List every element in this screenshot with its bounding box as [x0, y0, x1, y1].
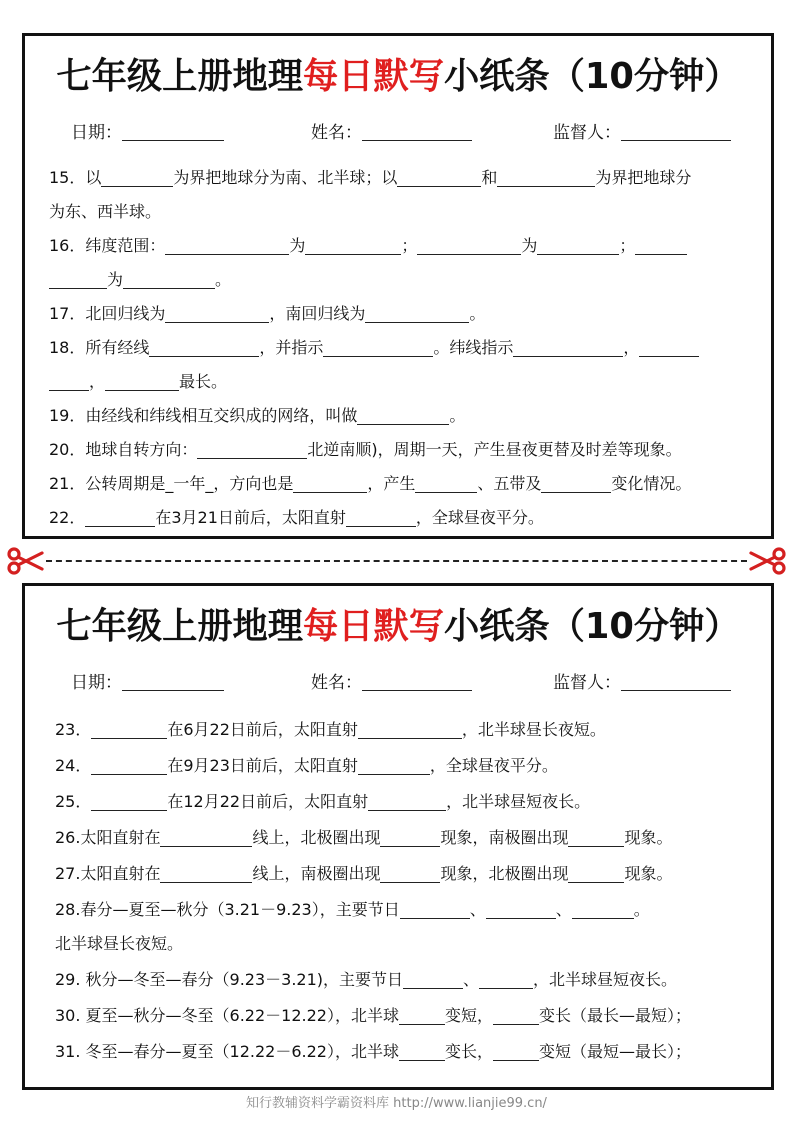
answer-blank[interactable]	[346, 508, 416, 527]
answer-blank[interactable]	[91, 792, 167, 811]
q25-text-c: ，北半球昼短夜长。	[446, 792, 591, 811]
q18-text-f: 最长。	[179, 372, 228, 391]
answer-blank[interactable]	[493, 1006, 539, 1025]
q15-text-e: 为东、西半球。	[49, 202, 162, 221]
scissors-icon	[6, 545, 46, 577]
q16-text-c: ；	[401, 236, 418, 255]
answer-blank[interactable]	[493, 1042, 539, 1061]
q16-text-g: 。	[215, 270, 232, 289]
supervisor-label: 监督人：	[553, 123, 621, 143]
q16-text-b: 为	[289, 236, 306, 255]
q19-text-b: 。	[449, 406, 466, 425]
answer-blank[interactable]	[380, 828, 440, 847]
q18-text-a: 18．所有经线	[49, 338, 150, 357]
slip-title	[33, 52, 763, 102]
title-part-1: 七年级上册地理	[56, 56, 304, 97]
date-field	[71, 118, 224, 143]
question-20	[49, 438, 682, 462]
q25-text-a: 25．	[55, 792, 92, 811]
q23-text-b: 在6月22日前后，太阳直射	[167, 720, 358, 739]
answer-blank[interactable]	[293, 474, 367, 493]
question-28-cont	[55, 932, 183, 956]
dashed-divider	[46, 560, 747, 562]
q29-text-a: 29. 秋分—冬至—春分（9.23－3.21)，主要节日	[55, 970, 404, 989]
date-blank[interactable]	[122, 672, 224, 691]
q25-text-b: 在12月22日前后，太阳直射	[167, 792, 369, 811]
supervisor-blank[interactable]	[621, 672, 731, 691]
q20-text-a: 20．地球自转方向：	[49, 440, 198, 459]
q17-text-c: 。	[469, 304, 486, 323]
q28-text-c: 、	[555, 900, 572, 919]
q30-text-c: 变长（最长—最短）；	[538, 1006, 691, 1025]
q31-text-b: 变长，	[444, 1042, 493, 1061]
answer-blank[interactable]	[399, 1006, 445, 1025]
q27-text-c: 现象，北极圈出现	[440, 864, 569, 883]
footer-watermark: 知行教辅资料学霸资料库 http://www.lianjie99.cn/	[246, 1096, 547, 1111]
title-part-3: 小纸条（10分钟）	[443, 606, 740, 647]
answer-blank[interactable]	[403, 970, 463, 989]
answer-blank[interactable]	[486, 900, 556, 919]
q26-text-c: 现象，南极圈出现	[440, 828, 569, 847]
q16-text-a: 16．纬度范围：	[49, 236, 166, 255]
q28-text-a: 28.春分—夏至—秋分（3.21－9.23），主要节日	[55, 900, 400, 919]
q27-text-d: 现象。	[624, 864, 673, 883]
answer-blank[interactable]	[639, 338, 699, 357]
answer-blank[interactable]	[479, 970, 533, 989]
q28-text-d: 。	[633, 900, 650, 919]
answer-blank[interactable]	[85, 508, 155, 527]
q21-text-a: 21．公转周期是_一年_，方向也是	[49, 474, 294, 493]
question-15-cont	[49, 200, 161, 224]
answer-blank[interactable]	[160, 864, 252, 883]
answer-blank[interactable]	[568, 864, 624, 883]
q28-text-e: 北半球昼长夜短。	[55, 934, 184, 953]
answer-blank[interactable]	[49, 372, 89, 391]
q15-text-b: 为界把地球分为南、北半球；以	[173, 168, 398, 187]
q26-text-a: 26.太阳直射在	[55, 828, 161, 847]
q17-text-b: ，南回归线为	[269, 304, 366, 323]
answer-blank[interactable]	[497, 168, 595, 187]
q22-text-b: 在3月21日前后，太阳直射	[155, 508, 346, 527]
q29-text-b: 、	[463, 970, 480, 989]
scissors-icon	[747, 545, 787, 577]
question-19	[49, 404, 465, 428]
question-23	[55, 718, 606, 742]
q26-text-b: 线上，北极圈出现	[252, 828, 381, 847]
date-label: 日期：	[71, 673, 122, 693]
q21-text-c: 、五带及	[477, 474, 542, 493]
date-label: 日期：	[71, 123, 122, 143]
date-field	[71, 668, 224, 693]
answer-blank[interactable]	[365, 304, 469, 323]
answer-blank[interactable]	[537, 236, 619, 255]
question-31	[55, 1040, 691, 1064]
question-16-cont	[49, 268, 231, 292]
question-18	[49, 336, 699, 360]
dictation-slip-1	[22, 33, 774, 539]
q16-text-e: ；	[619, 236, 636, 255]
q31-text-c: 变短（最短—最长）；	[538, 1042, 691, 1061]
q18-text-c: 。纬线指示	[433, 338, 514, 357]
answer-blank[interactable]	[105, 372, 179, 391]
answer-blank[interactable]	[397, 168, 481, 187]
answer-blank[interactable]	[165, 304, 269, 323]
slip-meta-row	[25, 118, 771, 146]
q23-text-c: ，北半球昼长夜短。	[461, 720, 606, 739]
q18-text-d: ，	[623, 338, 640, 357]
answer-blank[interactable]	[572, 900, 634, 919]
answer-blank[interactable]	[513, 338, 623, 357]
supervisor-blank[interactable]	[621, 122, 731, 141]
answer-blank[interactable]	[399, 1042, 445, 1061]
answer-blank[interactable]	[101, 168, 173, 187]
answer-blank[interactable]	[323, 338, 433, 357]
q17-text-a: 17．北回归线为	[49, 304, 166, 323]
q29-text-c: ，北半球昼短夜长。	[533, 970, 678, 989]
question-15	[49, 166, 691, 190]
q15-text-a: 15．以	[49, 168, 102, 187]
title-part-1: 七年级上册地理	[56, 606, 304, 647]
q21-text-b: ，产生	[367, 474, 416, 493]
title-highlight: 每日默写	[303, 606, 444, 647]
q16-text-d: 为	[521, 236, 538, 255]
question-22	[49, 506, 544, 530]
answer-blank[interactable]	[357, 406, 449, 425]
supervisor-field	[553, 118, 731, 143]
question-28	[55, 898, 650, 922]
answer-blank[interactable]	[91, 720, 167, 739]
q30-text-b: 变短，	[444, 1006, 493, 1025]
q15-text-d: 为界把地球分	[595, 168, 692, 187]
q18-text-e: ，	[89, 372, 106, 391]
answer-blank[interactable]	[368, 792, 446, 811]
q30-text-a: 30. 夏至—秋分—冬至（6.22－12.22），北半球	[55, 1006, 399, 1025]
name-label: 姓名：	[311, 673, 362, 693]
answer-blank[interactable]	[49, 270, 107, 289]
q24-text-b: 在9月23日前后，太阳直射	[167, 756, 358, 775]
answer-blank[interactable]	[400, 900, 470, 919]
answer-blank[interactable]	[541, 474, 611, 493]
answer-blank[interactable]	[123, 270, 215, 289]
q23-text-a: 23．	[55, 720, 92, 739]
q26-text-d: 现象。	[624, 828, 673, 847]
answer-blank[interactable]	[91, 756, 167, 775]
answer-blank[interactable]	[197, 440, 307, 459]
q18-text-b: ，并指示	[259, 338, 324, 357]
question-16	[49, 234, 687, 258]
question-29	[55, 968, 677, 992]
question-17	[49, 302, 485, 326]
supervisor-field	[553, 668, 731, 693]
answer-blank[interactable]	[305, 236, 401, 255]
dictation-slip-2	[22, 583, 774, 1090]
answer-blank[interactable]	[160, 828, 252, 847]
question-30	[55, 1004, 691, 1028]
slip-title	[33, 602, 763, 652]
date-blank[interactable]	[122, 122, 224, 141]
q27-text-b: 线上，南极圈出现	[252, 864, 381, 883]
answer-blank[interactable]	[358, 756, 430, 775]
q19-text-a: 19．由经线和纬线相互交织成的网络，叫做	[49, 406, 358, 425]
slip-meta-row	[25, 668, 771, 696]
name-blank[interactable]	[362, 672, 472, 691]
q22-text-a: 22．	[49, 508, 86, 527]
answer-blank[interactable]	[415, 474, 477, 493]
q31-text-a: 31. 冬至—春分—夏至（12.22－6.22），北半球	[55, 1042, 399, 1061]
answer-blank[interactable]	[417, 236, 521, 255]
title-part-3: 小纸条（10分钟）	[443, 56, 740, 97]
cut-line	[0, 545, 793, 577]
q24-text-c: ，全球昼夜平分。	[429, 756, 558, 775]
name-label: 姓名：	[311, 123, 362, 143]
name-field	[311, 668, 472, 693]
name-field	[311, 118, 472, 143]
question-21	[49, 472, 691, 496]
q24-text-a: 24．	[55, 756, 92, 775]
q28-text-b: 、	[469, 900, 486, 919]
q22-text-c: ，全球昼夜平分。	[415, 508, 544, 527]
answer-blank[interactable]	[635, 236, 687, 255]
supervisor-label: 监督人：	[553, 673, 621, 693]
question-24	[55, 754, 558, 778]
q21-text-d: 变化情况。	[611, 474, 692, 493]
question-26	[55, 826, 673, 850]
answer-blank[interactable]	[165, 236, 289, 255]
q15-text-c: 和	[481, 168, 498, 187]
answer-blank[interactable]	[380, 864, 440, 883]
q16-text-f: 为	[107, 270, 124, 289]
answer-blank[interactable]	[358, 720, 462, 739]
title-highlight: 每日默写	[303, 56, 444, 97]
question-25	[55, 790, 590, 814]
question-27	[55, 862, 673, 886]
q20-text-b: 北逆南顺)，周期一天，产生昼夜更替及时差等现象。	[307, 440, 682, 459]
name-blank[interactable]	[362, 122, 472, 141]
q27-text-a: 27.太阳直射在	[55, 864, 161, 883]
answer-blank[interactable]	[149, 338, 259, 357]
question-18-cont	[49, 370, 227, 394]
answer-blank[interactable]	[568, 828, 624, 847]
